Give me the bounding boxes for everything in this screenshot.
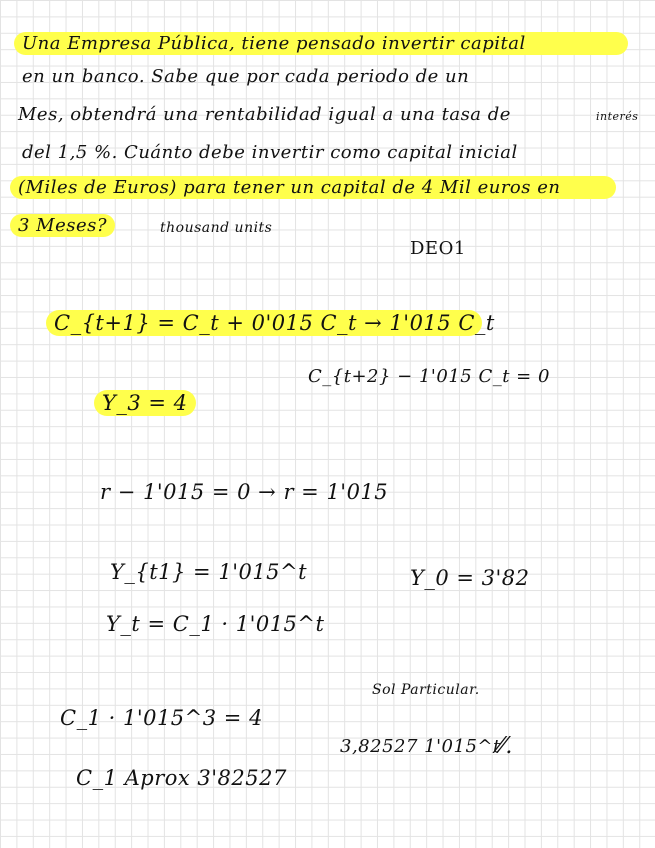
- checkmark-icon: ⁄⁄.: [498, 734, 513, 759]
- problem-line-5: (Miles de Euros) para tener un capital de 4 Mil euros en: [10, 176, 616, 199]
- problem-line-1: Una Empresa Pública, tiene pensado invertir capital: [14, 32, 628, 55]
- problem-line-4: del 1,5 %. Cuánto debe invertir como capital inicial: [22, 142, 518, 163]
- problem-line-6-units: thousand units: [160, 220, 273, 236]
- exercise-tag: DEO1: [410, 238, 466, 259]
- characteristic-equation: r − 1'015 = 0 → r = 1'015: [100, 480, 389, 504]
- particular-solution: 3,82527 1'015^t: [340, 736, 501, 757]
- general-term: Y_{t1} = 1'015^t: [110, 560, 308, 584]
- problem-line-3-note: interés: [596, 110, 639, 123]
- problem-line-3: Mes, obtendrá una rentabilidad igual a una tasa de: [18, 104, 511, 125]
- solve-equation: C_1 · 1'015^3 = 4: [60, 706, 263, 730]
- particular-label: Sol Particular.: [372, 682, 480, 698]
- initial-value: Y_0 = 3'82: [410, 566, 530, 590]
- terminal-condition: Y_3 = 4: [94, 390, 196, 416]
- general-solution: Y_t = C_1 · 1'015^t: [106, 612, 325, 636]
- recurrence-equation: C_{t+1} = C_t + 0'015 C_t → 1'015 C_t: [46, 310, 482, 336]
- homogeneous-equation: C_{t+2} − 1'015 C_t = 0: [308, 366, 550, 387]
- approximation: C_1 Aprox 3'82527: [76, 766, 287, 790]
- problem-line-6: 3 Meses?: [10, 214, 115, 237]
- problem-line-2: en un banco. Sabe que por cada periodo de un: [22, 66, 470, 87]
